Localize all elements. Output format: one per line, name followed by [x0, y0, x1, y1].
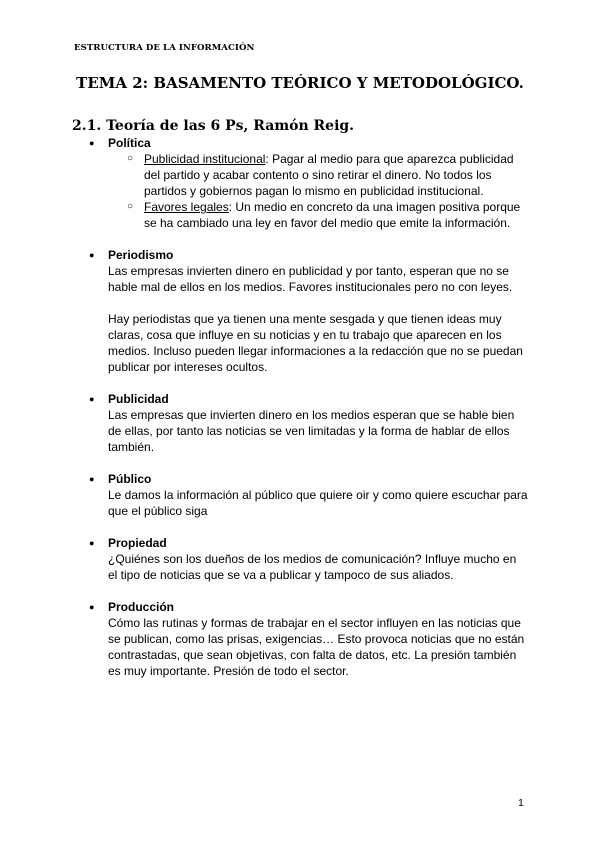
sub-item-term: Favores legales — [144, 200, 229, 214]
list-item-propiedad — [89, 535, 528, 583]
page-title: TEMA 2: BASAMENTO TEÓRICO Y METODOLÓGICO. — [76, 74, 524, 92]
item-paragraph: Cómo las rutinas y formas de trabajar en el sector influyen en las noticias que se publican, como las prisas, exigencias… Esto provoca noticias que no están contrastadas, que sean objetivas, con falta de datos, etc. La presión también es muy importante. Presión de todo el sector. — [108, 616, 525, 678]
item-title: Política — [108, 136, 151, 150]
bullet-icon: ● — [89, 250, 95, 260]
item-title: Público — [108, 472, 152, 486]
list-item-publicidad — [89, 391, 528, 455]
list-item-publico — [89, 471, 528, 519]
bullet-icon: ● — [89, 138, 95, 148]
sub-item-text: : Un medio en concreto da una imagen positiva porque se ha cambiado una ley en favor del medio que emite la información. — [144, 200, 521, 230]
item-paragraph: Hay periodistas que ya tienen una mente sesgada y que tienen ideas muy claras, cosa que influye en su noticias y en tu trabajo que aparecen en los medios. Incluso pueden llegar informaciones a la redacción que no se puedan publicar por intereses ocultos. — [108, 312, 523, 374]
item-title: Producción — [108, 600, 175, 614]
item-title: Periodismo — [108, 248, 174, 262]
section-heading: 2.1. Teoría de las 6 Ps, Ramón Reig. — [72, 118, 355, 134]
list-item-periodismo — [89, 247, 528, 375]
running-header: ESTRUCTURA DE LA INFORMACIÓN — [74, 43, 255, 53]
sub-item — [127, 199, 524, 231]
sub-item-text: : Pagar al medio para que aparezca publicidad del partido y acabar contento o sino retirar el dinero. No todos los partidos y gobiernos pagan lo mismo en publicidad institucional. — [144, 152, 514, 198]
list-item-produccion — [89, 599, 528, 679]
list-item-politica — [89, 135, 528, 231]
bullet-icon: ● — [89, 602, 95, 612]
item-paragraph: Las empresas que invierten dinero en los medios esperan que se hable bien de ellas, por tanto las noticias se ven limitadas y la forma de hablar de ellos también. — [108, 408, 515, 454]
bullet-icon: ● — [89, 538, 95, 548]
item-title: Publicidad — [108, 392, 169, 406]
sub-item-term: Publicidad institucional — [144, 152, 266, 166]
page-number: 1 — [518, 797, 524, 809]
bullet-icon: ● — [89, 474, 95, 484]
bullet-icon: ● — [89, 394, 95, 404]
item-paragraph: Le damos la información al público que quiere oir y como quiere escuchar para que el público siga — [108, 488, 528, 518]
circle-bullet-icon: ○ — [127, 201, 134, 212]
item-paragraph: ¿Quiénes son los dueños de los medios de comunicación? Influye mucho en el tipo de noticias que se va a publicar y tampoco de sus aliados. — [108, 552, 517, 582]
item-paragraph: Las empresas invierten dinero en publicidad y por tanto, esperan que no se hable mal de ellos en los medios. Favores institucionales pero no con leyes. — [108, 264, 513, 294]
document-body — [0, 135, 600, 679]
circle-bullet-icon: ○ — [127, 153, 134, 164]
sub-item — [127, 151, 524, 199]
item-title: Propiedad — [108, 536, 167, 550]
